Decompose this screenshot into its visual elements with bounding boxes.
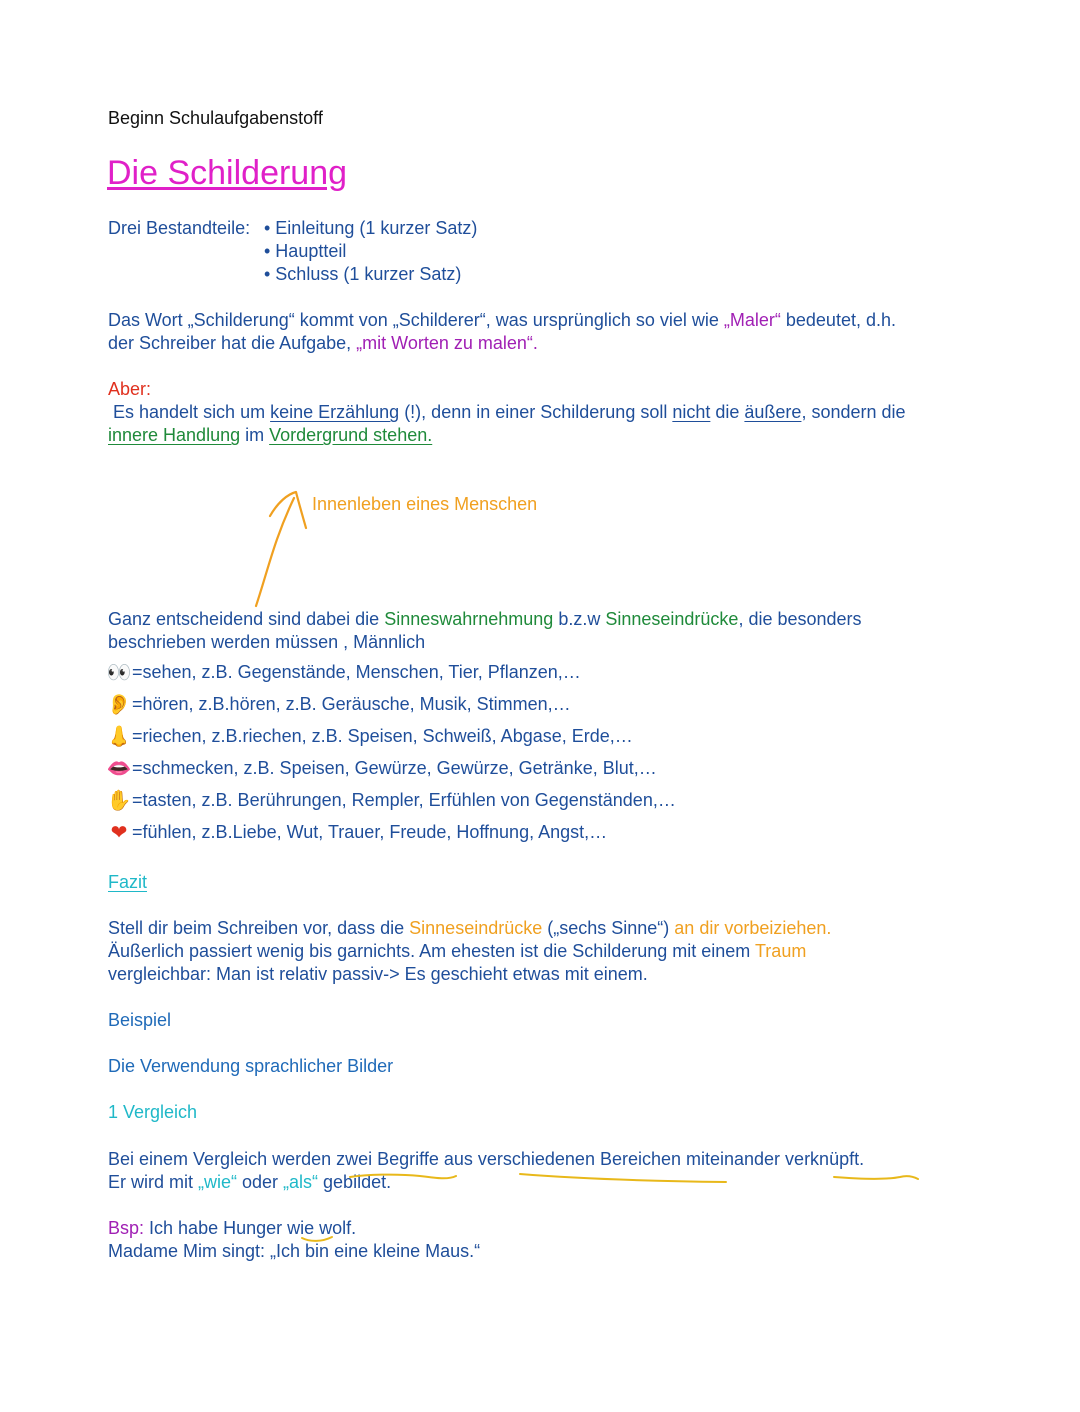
aber-text-2: (!), denn in einer Schilderung soll (399, 402, 673, 422)
intro-text-2: der Schreiber hat die Aufgabe, (108, 333, 357, 353)
senses-text-3: , die besonders (738, 609, 862, 629)
intro-line-1 (108, 309, 896, 332)
eyes-icon: 👀 (106, 661, 132, 684)
page-header: Beginn Schulaufgabenstoff (108, 108, 323, 128)
parts-item-einleitung: • Einleitung (1 kurzer Satz) (264, 218, 478, 238)
fazit-line-1 (108, 917, 831, 940)
fazit-text: Stell dir beim Schreiben vor, dass die (108, 918, 410, 938)
heart-icon: ❤ (110, 821, 128, 844)
vergleich-heading: 1 Vergleich (108, 1102, 198, 1122)
sinneswahrnehmung: Sinneswahrnehmung (384, 609, 554, 629)
maler-highlight: „Maler“ (723, 310, 781, 330)
sense-text: =hören, z.B.hören, z.B. Geräusche, Musik, Stimmen,… (132, 693, 571, 714)
traum-highlight: Traum (754, 941, 807, 961)
innere-handlung: innere Handlung (108, 425, 241, 445)
sinneseindruecke: Sinneseindrücke (605, 609, 739, 629)
vergleich-text-2: oder (237, 1172, 284, 1192)
als-highlight: „als“ (283, 1172, 319, 1192)
lips-icon: 👄 (106, 757, 132, 780)
sense-text: =schmecken, z.B. Speisen, Gewürze, Gewürze, Getränke, Blut,… (132, 757, 657, 778)
beispiel-heading: Beispiel (108, 1010, 172, 1030)
parts-item-schluss: • Schluss (1 kurzer Satz) (264, 264, 462, 284)
senses-text-2: b.z.w (553, 609, 606, 629)
intro-line-2 (108, 332, 538, 355)
fazit-line-2 (108, 940, 806, 963)
vergleich-text-3: gebildet. (318, 1172, 392, 1192)
annotation-label: Innenleben eines Menschen (312, 494, 538, 514)
aber-line-1 (108, 401, 906, 424)
fazit-heading: Fazit (108, 872, 148, 892)
fazit-text-2: („sechs Sinne“) (542, 918, 675, 938)
sense-item-fuehlen (106, 816, 676, 848)
parts-label: Drei Bestandteile: (108, 218, 251, 238)
nose-icon: 👃 (106, 725, 132, 748)
senses-intro-line-2: beschrieben werden müssen , Männlich (108, 632, 426, 652)
sense-item-tasten (106, 784, 676, 816)
vorbeiziehen-highlight: an dir vorbeiziehen. (674, 918, 832, 938)
aber-text: Es handelt sich um (108, 402, 271, 422)
annotation-arrow-icon (240, 480, 320, 610)
fazit-text-3: Äußerlich passiert wenig bis garnichts. Am ehesten ist die Schilderung mit einem (108, 941, 755, 961)
aber-line-2 (108, 424, 432, 447)
vordergrund-stehen: Vordergrund stehen. (269, 425, 433, 445)
intro-text: Das Wort „Schilderung“ kommt von „Schilderer“, was ursprünglich so viel wie (108, 310, 724, 330)
sense-text: =tasten, z.B. Berührungen, Rempler, Erfühlen von Gegenständen,… (132, 789, 676, 810)
aber-text-4: , sondern die (801, 402, 906, 422)
aber-text-5: im (240, 425, 270, 445)
sense-text: =fühlen, z.B.Liebe, Wut, Trauer, Freude, Hoffnung, Angst,… (132, 821, 608, 842)
vergleich-line-1: Bei einem Vergleich werden zwei Begriffe aus verschiedenen Bereichen miteinander verknüpft. (108, 1149, 865, 1169)
parts-item-hauptteil: • Hauptteil (264, 241, 347, 261)
sinneseindruecke-highlight: Sinneseindrücke (409, 918, 543, 938)
senses-intro-line-1 (108, 608, 862, 631)
hand-icon: ✋ (106, 789, 132, 812)
keine-erzaehlung: keine Erzählung (270, 402, 400, 422)
bilder-heading: Die Verwendung sprachlicher Bilder (108, 1056, 394, 1076)
nicht-underlined: nicht (672, 402, 711, 422)
sense-text: =riechen, z.B.riechen, z.B. Speisen, Schweiß, Abgase, Erde,… (132, 725, 633, 746)
aeussere-underlined: äußere (744, 402, 802, 422)
sense-item-riechen (106, 720, 676, 752)
handwritten-underlines-icon (340, 1168, 940, 1192)
page-title: Die Schilderung (107, 154, 348, 192)
sense-item-sehen (106, 656, 676, 688)
bsp-label: Bsp: (108, 1218, 145, 1238)
ear-icon: 👂 (106, 693, 132, 716)
sense-item-hoeren (106, 688, 676, 720)
intro-text-end: bedeutet, d.h. (780, 310, 896, 330)
bsp-line-2: Madame Mim singt: „Ich bin eine kleine Maus.“ (108, 1241, 481, 1261)
wie-highlight: „wie“ (198, 1172, 237, 1192)
vergleich-text: Er wird mit (108, 1172, 198, 1192)
aber-text-3: die (710, 402, 745, 422)
fazit-line-3: vergleichbar: Man ist relativ passiv-> Es geschieht etwas mit einem. (108, 964, 648, 984)
aber-label: Aber: (108, 379, 152, 399)
senses-list (106, 656, 676, 848)
quote-highlight: „mit Worten zu malen“. (356, 333, 538, 353)
bsp-text: Ich habe Hunger wie wolf. (144, 1218, 357, 1238)
senses-text: Ganz entscheidend sind dabei die (108, 609, 385, 629)
sense-item-schmecken (106, 752, 676, 784)
sense-text: =sehen, z.B. Gegenstände, Menschen, Tier, Pflanzen,… (132, 661, 581, 682)
